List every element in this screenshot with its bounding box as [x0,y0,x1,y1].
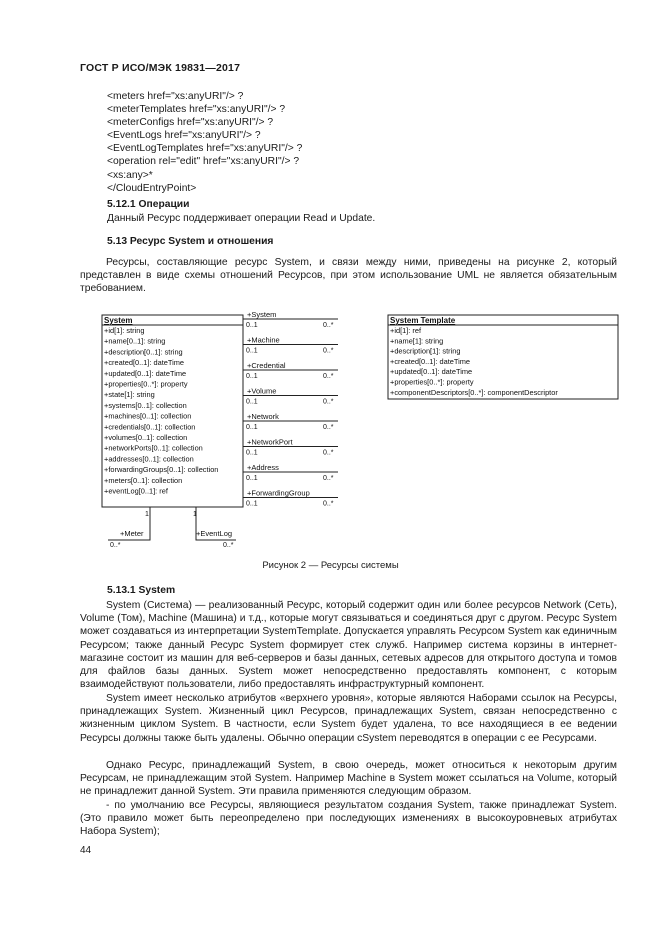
meter-mult-top: 1 [145,511,149,518]
association-role: +System [247,310,277,319]
association-right-mult: 0..* [323,322,334,329]
system-attribute: +created[0..1]: dateTime [104,358,185,368]
association-role: +Address [247,463,279,472]
association-left-mult: 0..1 [246,424,258,431]
system-attribute: +updated[0..1]: dateTime [104,368,187,378]
system-attribute: +machines[0..1]: collection [104,411,192,421]
system-attribute: +id[1]: string [104,326,145,335]
page-number: 44 [80,845,92,856]
system-attribute: +addresses[0..1]: collection [104,454,194,464]
template-attribute: +name[1]: string [390,336,444,346]
code-line: <meterTemplates href="xs:anyURI"/> ? [107,104,286,116]
template-attribute: +description[1]: string [390,346,461,356]
section-heading-5-12-1: 5.12.1 Операции [107,199,190,210]
system-attribute: +systems[0..1]: collection [104,400,187,410]
system-attribute: +state[1]: string [104,390,155,400]
association-left-mult: 0..1 [246,322,258,329]
association-left-mult: 0..1 [246,373,258,380]
system-attribute: +networkPorts[0..1]: collection [104,443,203,453]
system-attribute: +name[0..1]: string [104,336,166,346]
association-right-mult: 0..* [323,500,334,508]
section-heading-5-13: 5.13 Ресурс System и отношения [107,236,274,247]
association-right-mult: 0..* [323,373,334,380]
association-role: +Machine [247,335,280,345]
paragraph: System имеет несколько атрибутов «верхнего уровня», которые являются Наборами ссылок на Ресурсы, принадлежащих System. Жизненный цикл Ресурсов, принадлежащих System, связан непосредственно с жизненным циклом System. В частности, если System будет удалена, то все находящиеся в ее ведении Ресурсы должны также быть удалены. Обычно операции cSystem переводятся в операции с ее Ресурсами. [80,693,617,744]
paragraph: - по умолчанию все Ресурсы, являющиеся результатом создания System, также принадлежат System. (Это правило может быть переопределено при последующих изменениях в высокоуровневых атрибутах Набора System); [80,800,617,838]
association-left-mult: 0..1 [246,449,258,457]
section-text-5-13: Ресурсы, составляющие ресурс System, и связи между ними, приведены на рисунке 2, который представлен в виде схемы отношений Ресурсов, при этом использование UML не является обязательным требованием. [80,257,617,295]
code-line: <meters href="xs:anyURI"/> ? [107,91,244,102]
system-attribute: +description[0..1]: string [104,347,183,357]
association-right-mult: 0..* [323,398,334,406]
association-left-mult: 0..1 [246,475,258,482]
association-left-mult: 0..1 [246,347,258,355]
template-attribute: +properties[0..*]: property [390,377,474,387]
association-right-mult: 0..* [323,347,334,355]
association-left-mult: 0..1 [246,500,258,508]
template-attribute: +updated[0..1]: dateTime [390,367,473,377]
section-text-5-12-1: Данный Ресурс поддерживает операции Read и Update. [107,213,376,224]
association-role: +ForwardingGroup [247,488,310,498]
system-class-attributes [104,326,218,496]
eventlog-role: +EventLog [196,529,233,538]
uml-diagram [0,305,661,550]
template-class-title: System Template [390,316,456,325]
association-role: +Volume [247,386,277,396]
system-attribute: +volumes[0..1]: collection [104,433,188,442]
xml-code-block [107,90,302,195]
association-right-mult: 0..* [323,475,334,482]
association-role: +Network [247,412,279,421]
code-line: </CloudEntryPoint> [107,182,197,194]
system-attribute: +meters[0..1]: collection [104,475,183,485]
association-right-mult: 0..* [323,424,334,431]
association-role: +Credential [247,361,286,370]
system-class-title: System [104,316,133,325]
template-attribute: +componentDescriptors[0..*]: componentDescriptor [390,387,558,397]
association-right-mult: 0..* [323,449,334,457]
system-attribute: +forwardingGroups[0..1]: collection [104,465,219,475]
template-attribute: +id[1]: ref [390,326,422,335]
code-line: <xs:any>* [107,169,153,181]
code-line: <operation rel="edit" href="xs:anyURI"/> ? [107,156,300,168]
system-attribute: +eventLog[0..1]: ref [104,486,168,496]
eventlog-mult-top: 1 [193,511,197,518]
system-attribute: +credentials[0..1]: collection [104,422,196,432]
association-role: +NetworkPort [247,437,293,447]
code-line: <EventLogTemplates href="xs:anyURI"/> ? [107,143,303,155]
meter-mult: 0..* [110,542,121,549]
association-left-mult: 0..1 [246,398,258,406]
paragraph: Однако Ресурс, принадлежащий System, в свою очередь, может относиться к некоторым другим Ресурсам, не принадлежащим этой System. Например Machine в System может ссылаться на Volume, который не принадлежит данной System. Эти правила применяются следующим образом. [80,760,617,798]
figure-caption: Рисунок 2 — Ресурсы системы [262,560,399,571]
code-line: <meterConfigs href="xs:anyURI"/> ? [107,117,274,129]
meter-role: +Meter [120,529,144,538]
code-line: <EventLogs href="xs:anyURI"/> ? [107,130,261,142]
section-heading-5-13-1: 5.13.1 System [107,585,176,596]
template-attribute: +created[0..1]: dateTime [390,356,471,366]
document-header: ГОСТ Р ИСО/МЭК 19831—2017 [80,62,241,74]
system-attribute: +properties[0..*]: property [104,379,188,389]
association-lines [243,310,338,508]
paragraph: System (Система) — реализованный Ресурс, который содержит один или более ресурсов Network (Сеть), Volume (Том), Machine (Машина) и т.д., которые могут связываться и соединяться друг с другом. Ресурс System может создаваться из интерпретации SystemTemplate. Допускается управлять Ресурсом System как единичным Ресурсом; также данный Ресурс System формирует стек служб. Например система корзины в интернет-магазине состоит из машин для веб-серверов и базы данных, сетевых адресов для открытого доступа и томов для файлов базы данных. System может непосредственно предоставлять компонент, с которым взаимодействуют пользователи, либо предоставлять инфраструктурный компонент. [80,600,617,691]
eventlog-mult: 0..* [223,542,234,549]
template-class-attributes [390,326,558,397]
